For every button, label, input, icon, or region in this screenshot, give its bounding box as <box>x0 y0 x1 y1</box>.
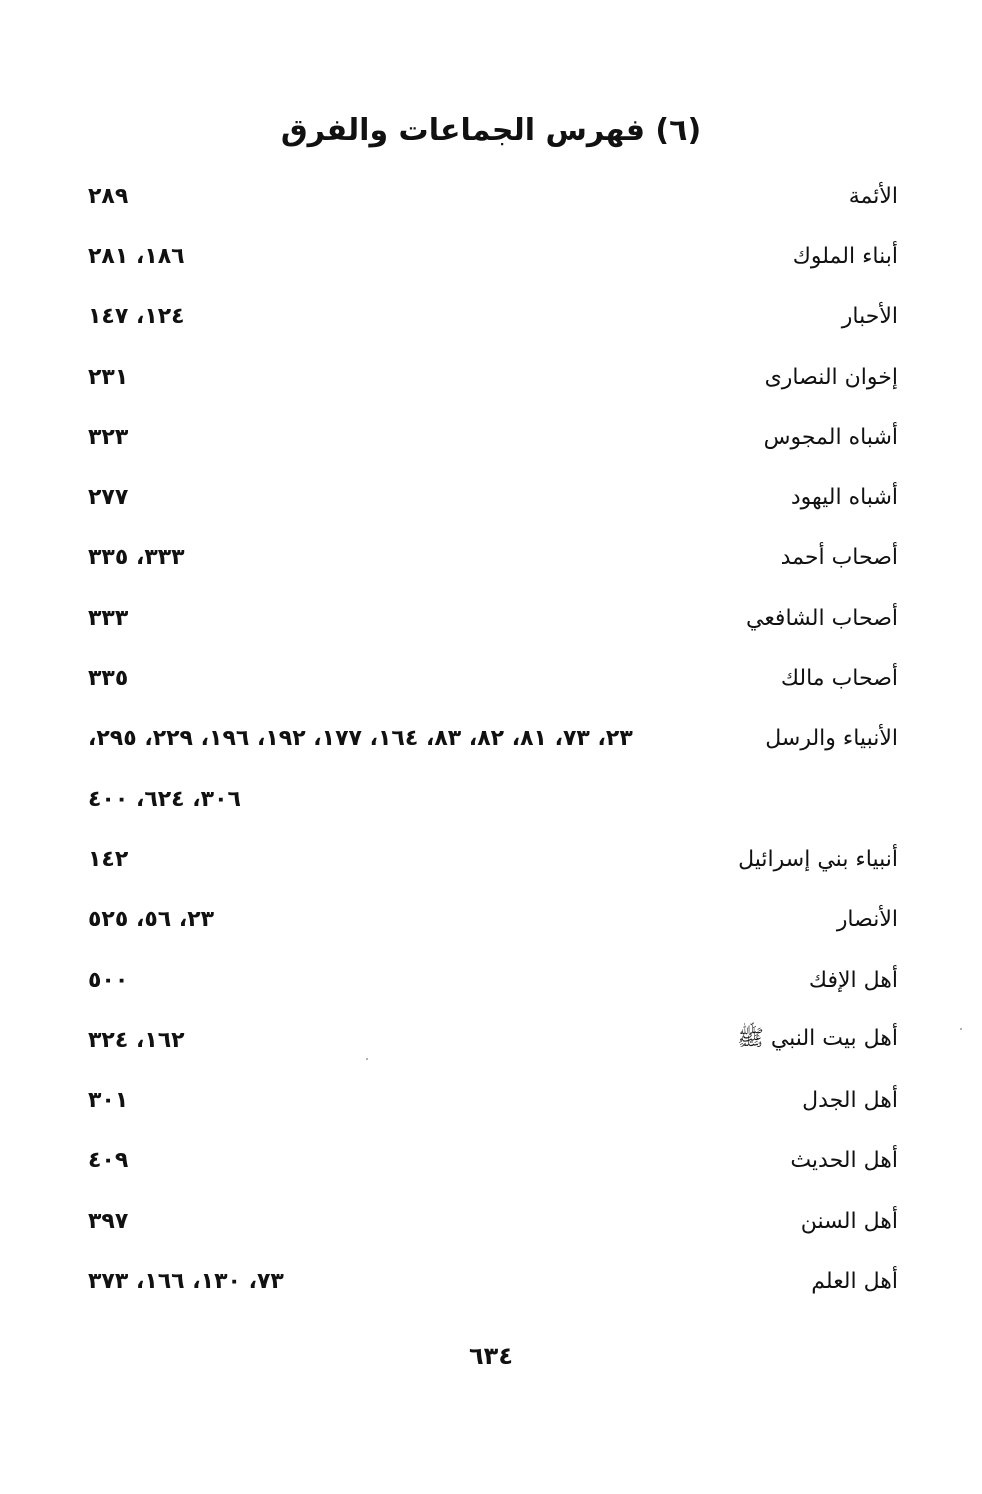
entry-pages: ٣٣٥ <box>88 666 129 692</box>
entry-term: أهل الإفك <box>808 967 898 993</box>
entry-pages: ٥٠٠ <box>88 967 129 993</box>
entry-pages: ٣٣٣، ٣٣٥ <box>88 545 185 571</box>
entry-term: أهل السنن <box>800 1208 898 1234</box>
page-number: ٦٣٤ <box>469 1342 513 1370</box>
index-entries <box>88 166 898 1312</box>
entry-pages: ١٦٢، ٣٢٤ <box>88 1027 185 1053</box>
entry-term: أهل العلم <box>811 1268 898 1294</box>
paper-speck <box>366 1058 368 1060</box>
index-entry <box>88 467 898 527</box>
index-entry <box>88 1191 898 1251</box>
entry-term: الأئمة <box>848 183 898 209</box>
entry-term: أشباه اليهود <box>790 485 898 511</box>
entry-pages: ٢٣١ <box>88 364 129 390</box>
entry-pages: ٢٣، ٧٣، ٨١، ٨٢، ٨٣، ١٦٤، ١٧٧، ١٩٢، ١٩٦، ٢٢٩، ٢٩٥، <box>88 726 633 752</box>
entry-pages: ٣٠١ <box>88 1088 129 1114</box>
entry-pages: ٣٣٣ <box>88 605 129 631</box>
entry-term: أهل الجدل <box>802 1088 898 1114</box>
index-entry <box>88 1010 898 1070</box>
entry-term: أشباه المجوس <box>763 424 898 450</box>
entry-term: أهل بيت النبي ﷺ <box>737 1026 898 1052</box>
index-entry <box>88 347 898 407</box>
index-entry <box>88 829 898 889</box>
index-entry <box>88 166 898 226</box>
index-entry <box>88 709 898 769</box>
index-entry <box>88 528 898 588</box>
index-entry <box>88 1070 898 1130</box>
entry-pages: ٣٩٧ <box>88 1208 129 1234</box>
paper-speck <box>960 1028 962 1030</box>
index-entry <box>88 1251 898 1311</box>
entry-term: أصحاب مالك <box>780 666 898 692</box>
entry-term: أبناء الملوك <box>792 243 898 269</box>
index-entry <box>88 226 898 286</box>
entry-pages: ٣٢٣ <box>88 424 129 450</box>
entry-term: أصحاب الشافعي <box>745 605 898 631</box>
entry-pages: ٢٣، ٥٦، ٥٢٥ <box>88 907 215 933</box>
index-entry <box>88 287 898 347</box>
index-entry <box>88 648 898 708</box>
entry-pages: ١٨٦، ٢٨١ <box>88 243 185 269</box>
entry-term: الأنصار <box>836 907 898 933</box>
entry-pages: ٣٠٦، ٦٢٤، ٤٠٠ <box>88 786 241 812</box>
entry-term: الأحبار <box>841 304 898 330</box>
entry-pages: ١٢٤، ١٤٧ <box>88 304 185 330</box>
entry-pages: ٢٧٧ <box>88 485 129 511</box>
entry-term: أصحاب أحمد <box>780 545 898 571</box>
index-entry-continuation <box>88 769 898 829</box>
entry-pages: ٧٣، ١٣٠، ١٦٦، ٣٧٣ <box>88 1268 284 1294</box>
index-title: (٦) فهرس الجماعات والفرق <box>280 113 702 148</box>
index-entry <box>88 588 898 648</box>
entry-term: إخوان النصارى <box>764 364 898 390</box>
index-entry <box>88 950 898 1010</box>
entry-term: أهل الحديث <box>790 1148 898 1174</box>
index-entry <box>88 1131 898 1191</box>
entry-pages: ٢٨٩ <box>88 183 129 209</box>
index-entry <box>88 890 898 950</box>
index-entry <box>88 407 898 467</box>
entry-pages: ١٤٢ <box>88 846 129 872</box>
entry-term: الأنبياء والرسل <box>765 726 898 752</box>
entry-term: أنبياء بني إسرائيل <box>738 846 898 872</box>
entry-pages: ٤٠٩ <box>88 1148 129 1174</box>
